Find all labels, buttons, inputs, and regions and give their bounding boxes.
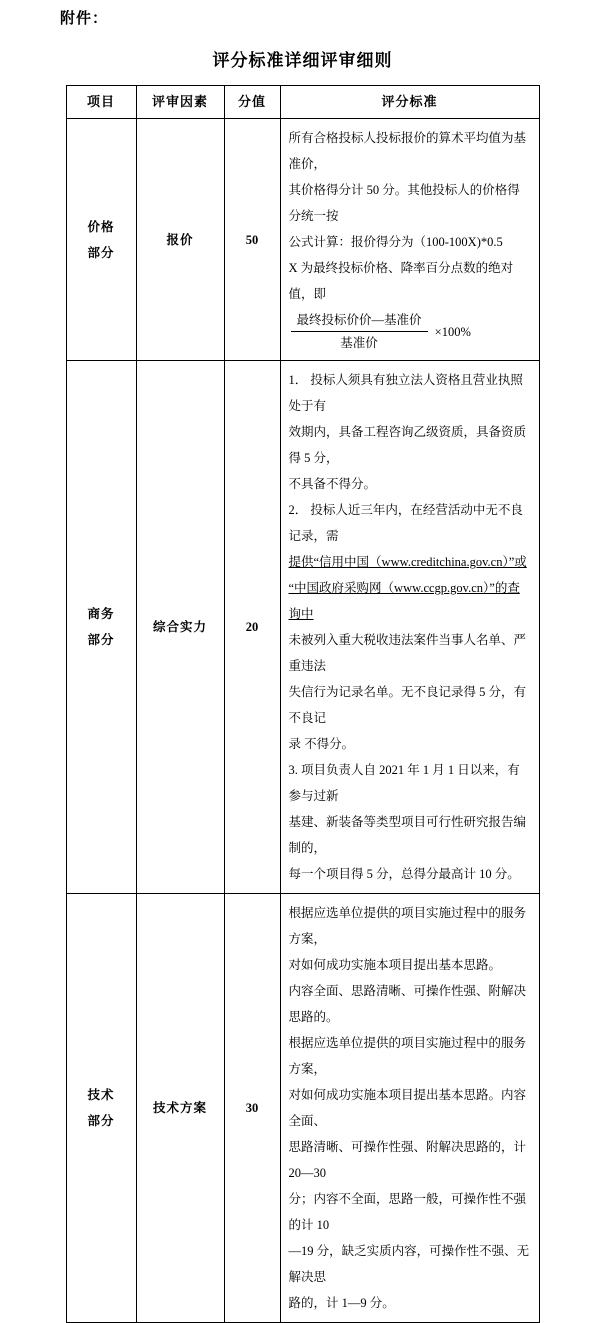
row-score-technical: 30: [224, 894, 280, 1323]
price-formula-suffix: ×100%: [434, 324, 471, 339]
row-factor-price: 报价: [136, 119, 224, 361]
row-item-business: [66, 361, 136, 894]
column-header-factor: 评审因素: [136, 86, 224, 119]
price-formula: [289, 309, 471, 354]
criteria-line: 每一个项目得 5 分，总得分最高计 10 分。: [288, 867, 520, 881]
row-item-business-line2: 部分: [87, 633, 115, 647]
scoring-criteria-table: [66, 85, 540, 1323]
criteria-line: 所有合格投标人投标报价的算术平均值为基准价，: [288, 131, 527, 171]
row-item-business-line1: 商务: [87, 607, 115, 621]
criteria-line: 公式计算：报价得分为（100-100X)*0.5: [288, 235, 503, 249]
table-row: [66, 894, 539, 1323]
criteria-line: X 为最终投标价格、降率百分点数的绝对值，即: [288, 261, 514, 301]
row-item-technical-line1: 技术: [87, 1088, 115, 1102]
criteria-line: 失信行为记录名单。无不良记录得 5 分，有不良记: [288, 685, 527, 725]
criteria-line-ccgp: “中国政府采购网（www.ccgp.gov.cn）”的查询中: [288, 581, 520, 621]
criteria-line: 对如何成功实施本项目提出基本思路。: [288, 958, 502, 972]
row-criteria-technical: [280, 894, 539, 1323]
criteria-line: 不具备不得分。: [288, 477, 377, 491]
row-score-business: 20: [224, 361, 280, 894]
criteria-line: 根据应选单位提供的项目实施过程中的服务方案，: [288, 906, 527, 946]
row-item-price: [66, 119, 136, 361]
criteria-line: 根据应选单位提供的项目实施过程中的服务方案，: [288, 1036, 527, 1076]
price-formula-denominator: 基准价: [340, 336, 378, 350]
column-header-item: 项目: [66, 86, 136, 119]
criteria-line: 思路清晰、可操作性强、附解决思路的，计 20—30: [288, 1140, 527, 1180]
row-item-price-line1: 价格: [87, 219, 115, 234]
row-factor-technical: 技术方案: [136, 894, 224, 1323]
price-formula-numerator: 最终投标价价—基准价: [291, 309, 428, 332]
criteria-line: 2． 投标人近三年内，在经营活动中无不良记录，需: [288, 503, 523, 543]
attachment-label: 附件：: [60, 11, 109, 27]
row-factor-business: 综合实力: [136, 361, 224, 894]
row-score-price: 50: [224, 119, 280, 361]
page-title: 评分标准详细评审细则: [212, 51, 393, 70]
criteria-line: 分；内容不全面，思路一般，可操作性不强的计 10: [288, 1192, 527, 1232]
criteria-line: 3. 项目负责人自 2021 年 1 月 1 日以来，有参与过新: [288, 763, 520, 803]
row-item-technical-line2: 部分: [87, 1114, 115, 1128]
row-item-price-line2: 部分: [87, 245, 115, 260]
row-item-technical: [66, 894, 136, 1323]
price-formula-fraction: [291, 309, 428, 354]
row-criteria-price: [280, 119, 539, 361]
criteria-line: —19 分，缺乏实质内容，可操作性不强、无解决思: [288, 1244, 530, 1284]
criteria-line: 对如何成功实施本项目提出基本思路。内容全面、: [288, 1088, 527, 1128]
criteria-line: 基建、新装备等类型项目可行性研究报告编制的，: [288, 815, 527, 855]
criteria-line: 未被列入重大税收违法案件当事人名单、严重违法: [288, 633, 527, 673]
table-header-row: [66, 86, 539, 119]
criteria-line: 内容全面、思路清晰、可操作性强、附解决思路的。: [288, 984, 527, 1024]
criteria-line: 其价格得分计 50 分。其他投标人的价格得分统一按: [288, 183, 520, 223]
row-criteria-business: [280, 361, 539, 894]
criteria-line: 路的，计 1—9 分。: [288, 1296, 395, 1310]
column-header-criteria: 评分标准: [280, 86, 539, 119]
criteria-line: 效期内，具备工程咨询乙级资质，具备资质得 5 分，: [288, 425, 527, 465]
document-page: [0, 8, 605, 1310]
criteria-line-credit-china: 提供“信用中国（www.creditchina.gov.cn）”或: [288, 555, 527, 569]
column-header-score: 分值: [224, 86, 280, 119]
table-row: [66, 119, 539, 361]
criteria-line: 1． 投标人须具有独立法人资格且营业执照处于有: [288, 373, 523, 413]
criteria-line: 录 不得分。: [288, 737, 355, 751]
table-row: [66, 361, 539, 894]
